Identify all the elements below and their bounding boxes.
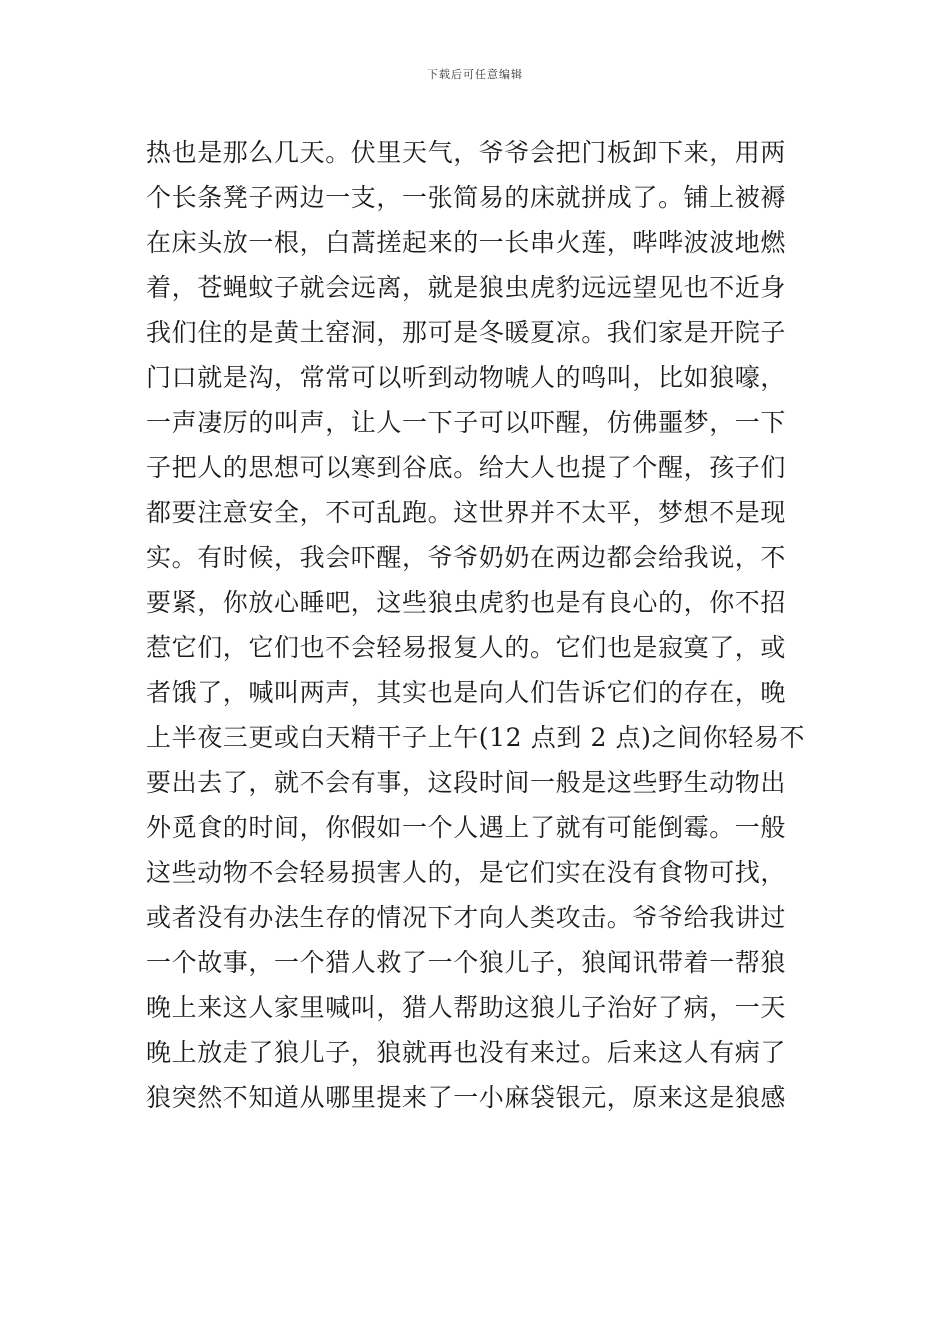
text-line: 晚上放走了狼儿子，狼就再也没有来过。后来这人有病了 bbox=[146, 1038, 787, 1067]
text-line: 这些动物不会轻易损害人的，是它们实在没有食物可找， bbox=[146, 858, 787, 887]
text-line: 晚上来这人家里喊叫，猎人帮助这狼儿子治好了病，一天 bbox=[146, 993, 787, 1022]
text-line: 着，苍蝇蚊子就会远离，就是狼虫虎豹远远望见也不近身 bbox=[146, 273, 787, 302]
text-line: 门口就是沟，常常可以听到动物唬人的鸣叫，比如狼嚎， bbox=[146, 363, 787, 392]
text-line: 要紧，你放心睡吧，这些狼虫虎豹也是有良心的，你不招 bbox=[146, 588, 787, 617]
text-line: 实。有时候，我会吓醒，爷爷奶奶在两边都会给我说，不 bbox=[146, 543, 787, 572]
body-text bbox=[146, 130, 816, 1120]
text-line: 惹它们，它们也不会轻易报复人的。它们也是寂寞了，或 bbox=[146, 633, 787, 662]
page-header: 下载后可任意编辑 bbox=[427, 68, 523, 81]
text-line: 狼突然不知道从哪里提来了一小麻袋银元，原来这是狼感 bbox=[146, 1083, 787, 1112]
text-line: 一声凄厉的叫声，让人一下子可以吓醒，仿佛噩梦，一下 bbox=[146, 408, 787, 437]
text-line: 子把人的思想可以寒到谷底。给大人也提了个醒，孩子们 bbox=[146, 453, 787, 482]
text-line: 一个故事，一个猎人救了一个狼儿子，狼闻讯带着一帮狼 bbox=[146, 948, 787, 977]
text-line: 在床头放一根，白蒿搓起来的一长串火莲，哔哔波波地燃 bbox=[146, 228, 787, 257]
text-line: 热也是那么几天。伏里天气，爷爷会把门板卸下来，用两 bbox=[146, 138, 787, 167]
text-line: 上半夜三更或白天精干子上午(12 点到 2 点)之间你轻易不 bbox=[146, 723, 806, 752]
text-line: 个长条凳子两边一支，一张简易的床就拼成了。铺上被褥 bbox=[146, 183, 787, 212]
text-line: 我们住的是黄土窑洞，那可是冬暖夏凉。我们家是开院子 bbox=[146, 318, 787, 347]
text-line: 或者没有办法生存的情况下才向人类攻击。爷爷给我讲过 bbox=[146, 903, 787, 932]
text-line: 都要注意安全，不可乱跑。这世界并不太平，梦想不是现 bbox=[146, 498, 787, 527]
text-line: 外觅食的时间，你假如一个人遇上了就有可能倒霉。一般 bbox=[146, 813, 787, 842]
text-line: 要出去了，就不会有事，这段时间一般是这些野生动物出 bbox=[146, 768, 787, 797]
text-line: 者饿了，喊叫两声，其实也是向人们告诉它们的存在，晚 bbox=[146, 678, 787, 707]
